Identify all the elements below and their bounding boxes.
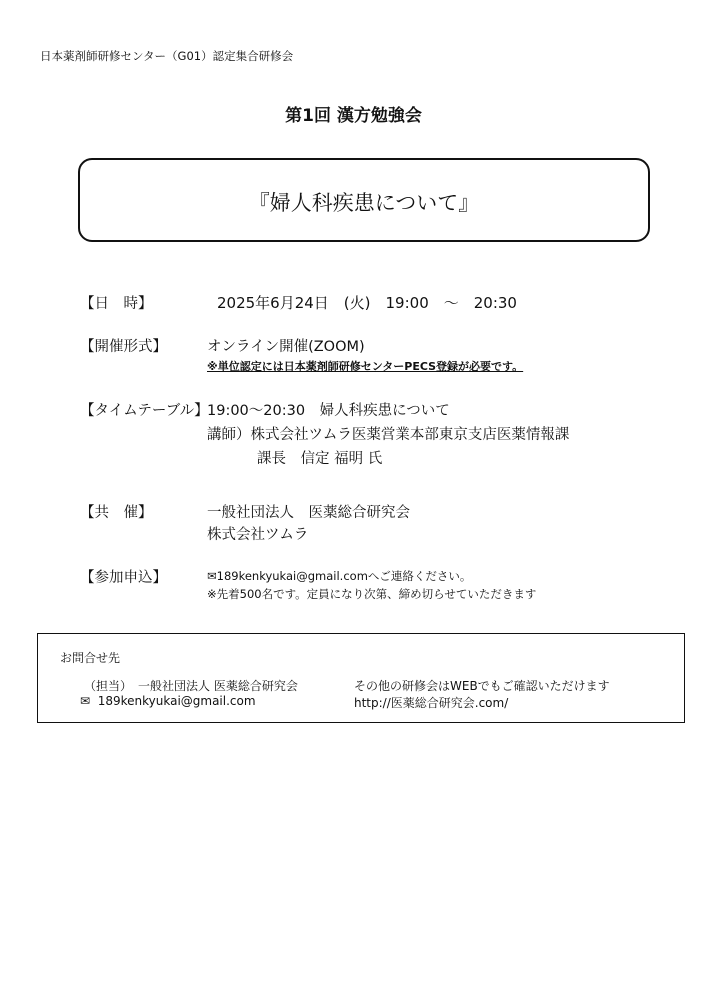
contact-email[interactable]: 189kenkyukai@gmail.com	[97, 694, 256, 708]
cohost-line1: 一般社団法人 医薬総合研究会	[207, 505, 410, 521]
cohost-label: 【共 催】	[80, 505, 153, 521]
header-note: 日本薬剤師研修センター（G01）認定集合研修会	[40, 49, 294, 63]
topic-box	[78, 158, 650, 242]
format-value: オンライン開催(ZOOM)	[207, 339, 365, 355]
timetable-label: 【タイムテーブル】	[80, 403, 209, 419]
contact-heading: お問合せ先	[60, 651, 121, 665]
apply-note: ※先着500名です。定員になり次第、締め切らせていただきます	[207, 587, 537, 601]
contact-box	[37, 633, 685, 723]
contact-email-row	[80, 694, 256, 708]
page-title: 第1回 漢方勉強会	[285, 106, 422, 126]
timetable-lecturer-name: 課長 信定 福明 氏	[257, 451, 383, 467]
contact-url[interactable]: http://医薬総合研究会.com/	[354, 696, 509, 710]
contact-other-info: その他の研修会はWEBでもご確認いただけます	[354, 679, 610, 693]
format-note: ※単位認定には日本薬剤師研修センターPECS登録が必要です。	[207, 360, 524, 373]
timetable-line1: 19:00～20:30 婦人科疾患について	[207, 403, 450, 419]
topic-title: 『婦人科疾患について』	[248, 191, 480, 215]
timetable-lecturer: 講師）株式会社ツムラ医薬営業本部東京支店医薬情報課	[207, 427, 570, 443]
cohost-line2: 株式会社ツムラ	[207, 527, 309, 543]
apply-label: 【参加申込】	[80, 570, 167, 586]
contact-org: （担当） 一般社団法人 医薬総合研究会	[84, 679, 298, 693]
datetime-label: 【日 時】	[80, 296, 153, 312]
apply-email-line: ✉189kenkyukai@gmail.comへご連絡ください。	[207, 569, 472, 583]
datetime-value: 2025年6月24日 (火) 19:00 ～ 20:30	[217, 294, 517, 312]
format-label: 【開催形式】	[80, 339, 167, 355]
envelope-icon: ✉	[80, 694, 91, 708]
